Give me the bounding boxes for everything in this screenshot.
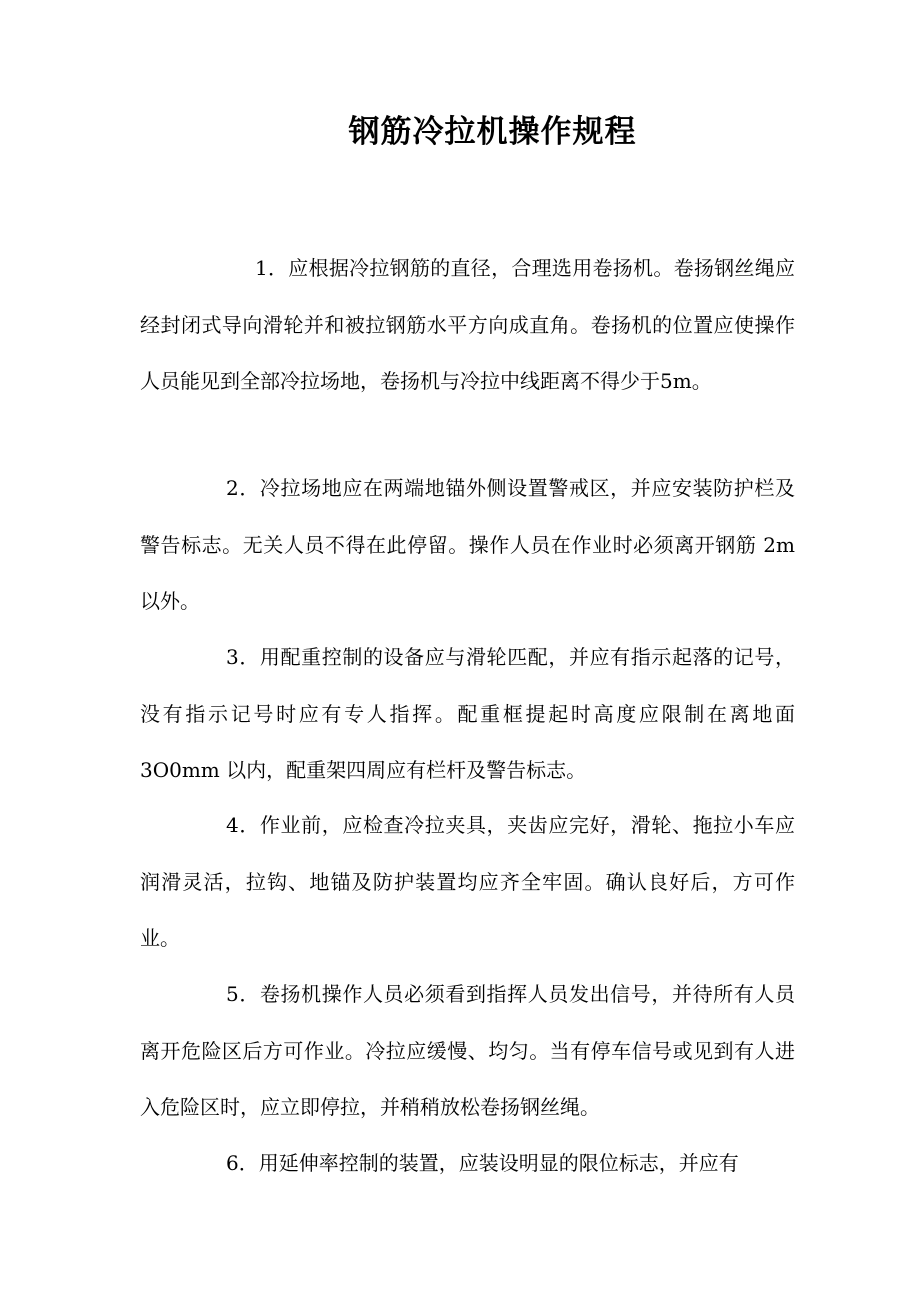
clause-4: 4．作业前，应检查冷拉夹具，夹齿应完好，滑轮、拖拉小车应润滑灵活，拉钩、地锚及防护装置均应齐全牢固。确认良好后，方可作业。	[140, 813, 795, 950]
document-title: 钢筋冷拉机操作规程	[348, 114, 637, 150]
clause-1: 1．应根据冷拉钢筋的直径，合理选用卷扬机。卷扬钢丝绳应经封闭式导向滑轮并和被拉钢筋水平方向成直角。卷扬机的位置应使操作人员能见到全部冷拉场地，卷扬机与冷拉中线距离不得少于5m。	[140, 256, 795, 393]
clause-6: 6．用延伸率控制的装置，应装设明显的限位标志，并应有	[226, 1151, 739, 1175]
clause-5: 5．卷扬机操作人员必须看到指挥人员发出信号，并待所有人员离开危险区后方可作业。冷拉应缓慢、均匀。当有停车信号或见到有人进入危险区时，应立即停拉，并稍稍放松卷扬钢丝绳。	[140, 982, 795, 1119]
clause-3: 3．用配重控制的设备应与滑轮匹配，并应有指示起落的记号，没有指示记号时应有专人指挥。配重框提起时高度应限制在离地面 3O0mm 以内，配重架四周应有栏杆及警告标志。	[140, 645, 795, 782]
clause-2: 2．冷拉场地应在两端地锚外侧设置警戒区，并应安装防护栏及警告标志。无关人员不得在此停留。操作人员在作业时必须离开钢筋 2m 以外。	[140, 476, 795, 613]
